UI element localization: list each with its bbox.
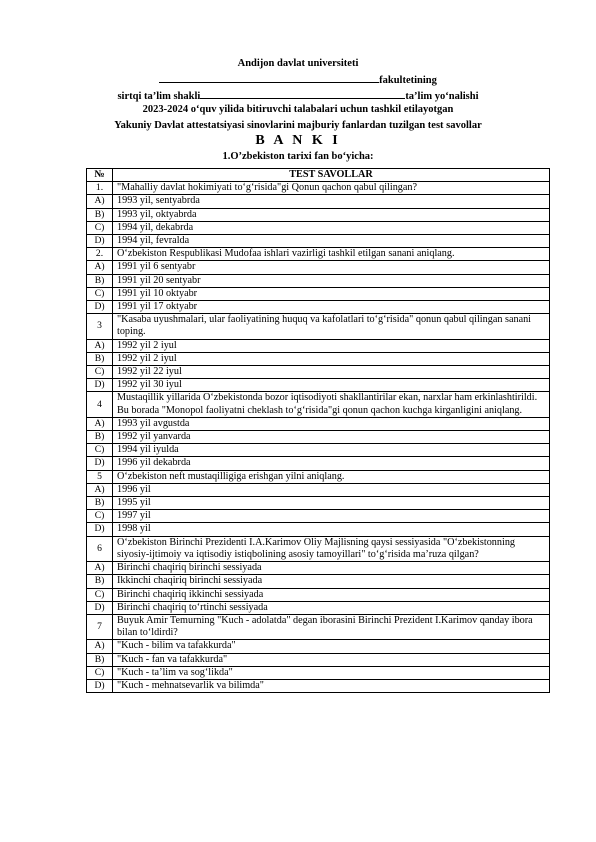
question-text: Buyuk Amir Temurning "Kuch - adolatda" degan iborasini Birinchi Prezident I.Karimov qanday ibora bilan to‘ldirdi? — [113, 614, 550, 639]
answer-row — [87, 588, 550, 601]
question-number: 3 — [87, 314, 113, 339]
answer-option-text: 1991 yil 20 sentyabr — [113, 274, 550, 287]
answer-row — [87, 195, 550, 208]
answer-option-text: Birinchi chaqiriq to‘rtinchi sessiyada — [113, 601, 550, 614]
answer-option-text: 1991 yil 6 sentyabr — [113, 261, 550, 274]
question-number: 5 — [87, 470, 113, 483]
answer-option-text: 1993 yil avgustda — [113, 417, 550, 430]
answer-letter: D) — [87, 379, 113, 392]
question-row — [87, 536, 550, 561]
answer-option-text: 1994 yil, fevralda — [113, 235, 550, 248]
answer-letter: D) — [87, 457, 113, 470]
answer-row — [87, 366, 550, 379]
question-text: "Mahalliy davlat hokimiyati to‘g‘risida"gi Qonun qachon qabul qilingan? — [113, 182, 550, 195]
question-text: O‘zbekiston Birinchi Prezidenti I.A.Karimov Oliy Majlisning qaysi sessiyasida "O‘zbekistonning siyosiy-ijtimoiy va iqtisodiy istiqbolining asosiy tamoyillari" to‘g‘risida ma’ruza qilgan? — [113, 536, 550, 561]
answer-letter: C) — [87, 510, 113, 523]
answer-letter: C) — [87, 666, 113, 679]
university-name: Andijon davlat universiteti — [237, 58, 359, 69]
question-row — [87, 314, 550, 339]
answer-row — [87, 417, 550, 430]
answer-option-text: 1993 yil, oktyabrda — [113, 208, 550, 221]
answer-option-text: 1991 yil 10 oktyabr — [113, 287, 550, 300]
answer-letter: A) — [87, 261, 113, 274]
answer-option-text: 1998 yil — [113, 523, 550, 536]
answer-letter: D) — [87, 301, 113, 314]
faculty-line — [0, 72, 596, 88]
faculty-suffix: fakultetining — [379, 75, 437, 86]
answer-letter: B) — [87, 274, 113, 287]
answer-letter: B) — [87, 653, 113, 666]
answer-letter: A) — [87, 483, 113, 496]
answer-option-text: 1992 yil 30 iyul — [113, 379, 550, 392]
answer-letter: C) — [87, 287, 113, 300]
answer-row — [87, 575, 550, 588]
answer-row — [87, 483, 550, 496]
answer-row — [87, 444, 550, 457]
column-header-number: № — [87, 169, 113, 182]
answer-letter: C) — [87, 444, 113, 457]
answer-letter: C) — [87, 366, 113, 379]
answer-letter: C) — [87, 588, 113, 601]
table-header-row — [87, 169, 550, 182]
education-form-line — [0, 88, 596, 104]
answer-letter: B) — [87, 352, 113, 365]
answer-row — [87, 666, 550, 679]
answer-row — [87, 653, 550, 666]
answer-row — [87, 601, 550, 614]
answer-letter: D) — [87, 523, 113, 536]
answer-letter: C) — [87, 221, 113, 234]
direction-blank — [200, 88, 405, 99]
answer-option-text: "Kuch - bilim va tafakkurda" — [113, 640, 550, 653]
answer-option-text: 1991 yil 17 oktyabr — [113, 301, 550, 314]
answer-row — [87, 431, 550, 444]
answer-letter: A) — [87, 417, 113, 430]
question-row — [87, 614, 550, 639]
answer-option-text: "Kuch - fan va tafakkurda" — [113, 653, 550, 666]
answer-row — [87, 235, 550, 248]
answer-option-text: 1992 yil 2 iyul — [113, 352, 550, 365]
answer-option-text: 1996 yil dekabrda — [113, 457, 550, 470]
question-number: 1. — [87, 182, 113, 195]
subject-title: 1.O’zbekiston tarixi fan bo‘yicha: — [222, 151, 374, 162]
answer-row — [87, 287, 550, 300]
answer-row — [87, 221, 550, 234]
answer-option-text: Birinchi chaqiriq birinchi sessiyada — [113, 562, 550, 575]
answer-letter: B) — [87, 208, 113, 221]
test-questions-table — [86, 168, 550, 693]
answer-row — [87, 352, 550, 365]
answer-option-text: 1996 yil — [113, 483, 550, 496]
answer-letter: D) — [87, 601, 113, 614]
answer-row — [87, 379, 550, 392]
answer-option-text: 1993 yil, sentyabrda — [113, 195, 550, 208]
answer-letter: B) — [87, 575, 113, 588]
answer-row — [87, 523, 550, 536]
answer-letter: A) — [87, 640, 113, 653]
answer-letter: D) — [87, 235, 113, 248]
question-text: "Kasaba uyushmalari, ular faoliyatining huquq va kafolatlari to‘g‘risida" qonun qabul qilingan sanani toping. — [113, 314, 550, 339]
question-row — [87, 470, 550, 483]
answer-row — [87, 640, 550, 653]
answer-option-text: 1992 yil yanvarda — [113, 431, 550, 444]
question-text: O‘zbekiston neft mustaqilligiga erishgan yilni aniqlang. — [113, 470, 550, 483]
answer-option-text: 1992 yil 22 iyul — [113, 366, 550, 379]
answer-row — [87, 261, 550, 274]
answer-row — [87, 679, 550, 692]
bank-title: B A N K I — [255, 133, 341, 148]
exam-title: Yakuniy Davlat attestatsiyasi sinovlarini majburiy fanlardan tuzilgan test savollar — [114, 120, 482, 131]
faculty-blank — [159, 72, 379, 83]
answer-letter: B) — [87, 497, 113, 510]
question-row — [87, 182, 550, 195]
answer-row — [87, 457, 550, 470]
question-number: 4 — [87, 392, 113, 417]
answer-option-text: 1997 yil — [113, 510, 550, 523]
answer-option-text: 1995 yil — [113, 497, 550, 510]
education-form-label: sirtqi ta’lim shakli — [117, 91, 201, 102]
question-number: 6 — [87, 536, 113, 561]
question-number: 2. — [87, 248, 113, 261]
answer-option-text: "Kuch - mehnatsevarlik va bilimda" — [113, 679, 550, 692]
question-text: Mustaqillik yillarida O‘zbekistonda bozor iqtisodiyoti shakllantirilar ekan, narxlar ham erkinlashtirildi. Bu borada "Monopol faoliyatni cheklash to‘g‘risida"gi qonun qachon kuchga kirganligini aniqlang. — [113, 392, 550, 417]
answer-row — [87, 274, 550, 287]
answer-row — [87, 497, 550, 510]
column-header-questions: TEST SAVOLLAR — [113, 169, 550, 182]
answer-letter: D) — [87, 679, 113, 692]
question-number: 7 — [87, 614, 113, 639]
answer-option-text: 1994 yil iyulda — [113, 444, 550, 457]
answer-letter: A) — [87, 195, 113, 208]
question-text: O‘zbekiston Respublikasi Mudofaa ishlari vazirligi tashkil etilgan sanani aniqlang. — [113, 248, 550, 261]
answer-row — [87, 301, 550, 314]
answer-row — [87, 339, 550, 352]
answer-option-text: 1994 yil, dekabrda — [113, 221, 550, 234]
answer-letter: A) — [87, 562, 113, 575]
answer-letter: A) — [87, 339, 113, 352]
academic-year-line: 2023-2024 o‘quv yilida bitiruvchi talabalari uchun tashkil etilayotgan — [142, 104, 454, 115]
answer-option-text: 1992 yil 2 iyul — [113, 339, 550, 352]
answer-row — [87, 510, 550, 523]
direction-suffix: ta’lim yo‘nalishi — [405, 91, 479, 102]
answer-row — [87, 208, 550, 221]
answer-option-text: Ikkinchi chaqiriq birinchi sessiyada — [113, 575, 550, 588]
answer-letter: B) — [87, 431, 113, 444]
answer-option-text: Birinchi chaqiriq ikkinchi sessiyada — [113, 588, 550, 601]
question-row — [87, 248, 550, 261]
answer-row — [87, 562, 550, 575]
answer-option-text: "Kuch - ta’lim va sog‘likda" — [113, 666, 550, 679]
question-row — [87, 392, 550, 417]
